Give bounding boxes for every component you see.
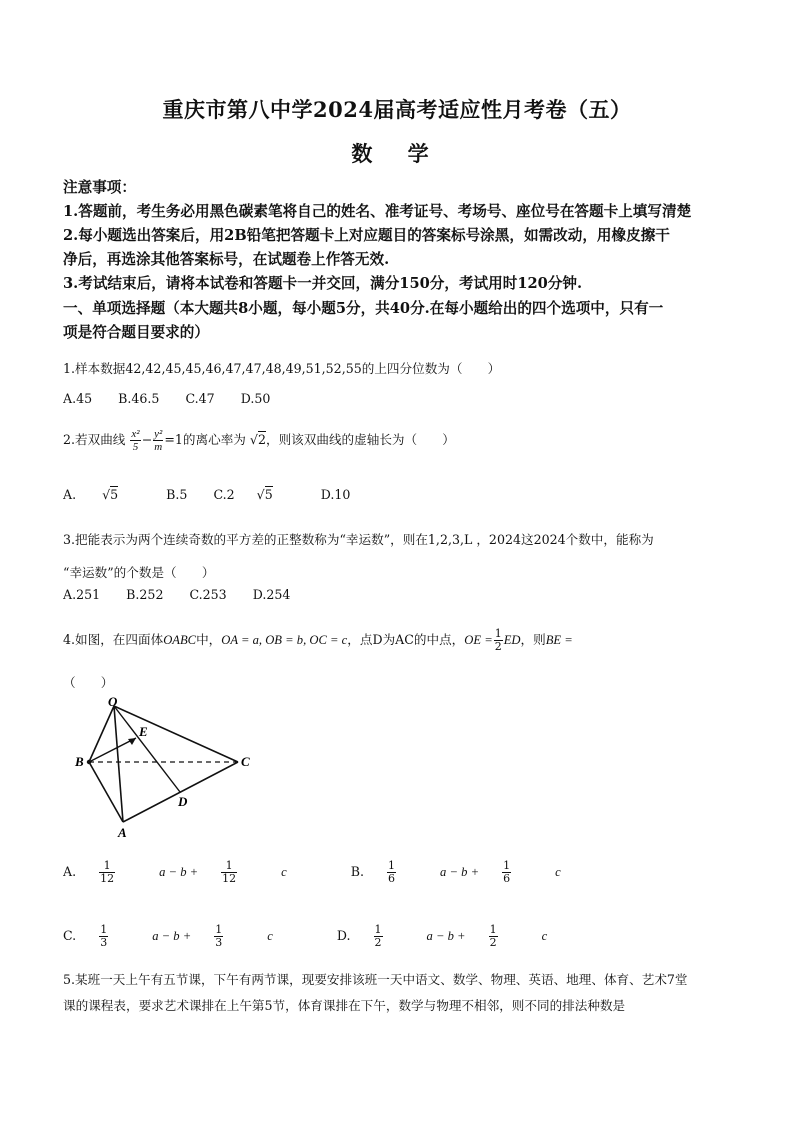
q3-option-b[interactable]: B.252: [126, 587, 164, 602]
question-2-options: [63, 486, 739, 502]
q4-option-b[interactable]: B. $\frac{1}{6}$ a − b + $\frac{1}{6}$ c: [350, 859, 561, 885]
label-b: B: [75, 754, 84, 769]
q4-option-a[interactable]: A. $\frac{1}{12}$ a − b + $\frac{1}{12}$ c: [63, 859, 287, 885]
q3-option-c[interactable]: C.253: [189, 587, 227, 602]
q1-option-b[interactable]: B.46.5: [118, 391, 160, 406]
notice-item-2-cont: 净后，再选涂其他答案标号，在试题卷上作答无效.: [63, 251, 390, 268]
q4-option-d[interactable]: D. $\frac{1}{2}$ a − b + $\frac{1}{2}$ c: [336, 923, 548, 949]
exam-title: 重庆市第八中学2024届高考适应性月考卷（五）: [162, 97, 632, 122]
question-4-stem: 4.如图，在四面体OABC中，OA = a, OB = b, OC = c，点D为AC的中点，OE = $\frac{1}{2}$ ED，则BE =: [63, 627, 573, 653]
q3-option-d[interactable]: D.254: [252, 587, 291, 602]
label-c: C: [241, 754, 250, 769]
question-1-options: [63, 391, 739, 406]
q2-fraction-x: $\frac{\text{x²}}{5}$: [131, 428, 140, 453]
question-4-options-ab: [63, 858, 739, 886]
q1-option-d[interactable]: D.50: [240, 391, 271, 406]
question-3-stem-cont: “幸运数”的个数是（ ）: [63, 565, 215, 580]
label-o: O: [108, 694, 118, 709]
question-3-options: [63, 587, 739, 602]
question-5-stem: 5.某班一天上午有五节课，下午有两节课，现要安排该班一天中语文、数学、物理、英语、地理、体育、艺术7堂: [63, 972, 688, 987]
question-4-paren: （ ）: [63, 675, 114, 690]
notice-item-3: 3.考试结束后，请将本试卷和答题卡一并交回，满分150分，考试用时120分钟.: [63, 275, 583, 292]
label-d: D: [178, 794, 188, 809]
q2-option-b[interactable]: B.5: [166, 487, 188, 502]
tetrahedron-diagram: [68, 694, 268, 840]
q4-option-c[interactable]: C. $\frac{1}{3}$ a − b + $\frac{1}{3}$ c: [63, 923, 273, 949]
label-a: A: [118, 825, 127, 840]
question-4-options-cd: [63, 922, 739, 950]
question-1-stem: 1.样本数据42,42,45,45,46,47,47,48,49,51,52,55的上四分位数为（ ）: [63, 361, 501, 376]
question-5-stem-cont: 课的课程表，要求艺术课排在上午第5节，体育课排在下午，数学与物理不相邻，则不同的排法种数是: [63, 998, 626, 1013]
question-3-stem: 3.把能表示为两个连续奇数的平方差的正整数称为“幸运数”，则在1,2,3,L ，2024这2024个数中，能称为: [63, 532, 654, 547]
notice-heading: 注意事项：: [63, 179, 136, 196]
question-2-stem: 2.若双曲线 $\frac{\text{x²}}{5}$ − $\frac{\text{y²}}{m}$ =1的离心率为 √2，则该双曲线的虚轴长为（ ）: [63, 428, 455, 453]
sqrt-icon: √: [249, 432, 258, 447]
q4-vectors: OA = a, OB = b, OC = c: [221, 633, 348, 647]
q2-fraction-y: $\frac{\text{y²}}{m}$: [154, 428, 163, 453]
q2-option-d[interactable]: D.10: [320, 487, 351, 502]
q2-option-c[interactable]: C.2 √5: [213, 487, 273, 502]
notice-item-1: 1.答题前，考生务必用黑色碳素笔将自己的姓名、准考证号、考场号、座位号在答题卡上填写清楚: [63, 203, 692, 220]
q1-option-a[interactable]: A.45: [63, 391, 93, 406]
q3-option-a[interactable]: A.251: [63, 587, 101, 602]
section-heading: 一、单项选择题（本大题共8小题，每小题5分，共40分.在每小题给出的四个选项中，只有一: [63, 300, 664, 317]
subject-title: 数 学: [351, 141, 443, 166]
label-e: E: [139, 724, 148, 739]
q1-option-c[interactable]: C.47: [185, 391, 215, 406]
section-heading-cont: 项是符合题目要求的）: [63, 324, 209, 341]
notice-item-2: 2.每小题选出答案后，用2B铅笔把答题卡上对应题目的答案标号涂黑，如需改动，用橡皮擦干: [63, 227, 670, 244]
q2-option-a[interactable]: A. √5: [63, 487, 119, 502]
